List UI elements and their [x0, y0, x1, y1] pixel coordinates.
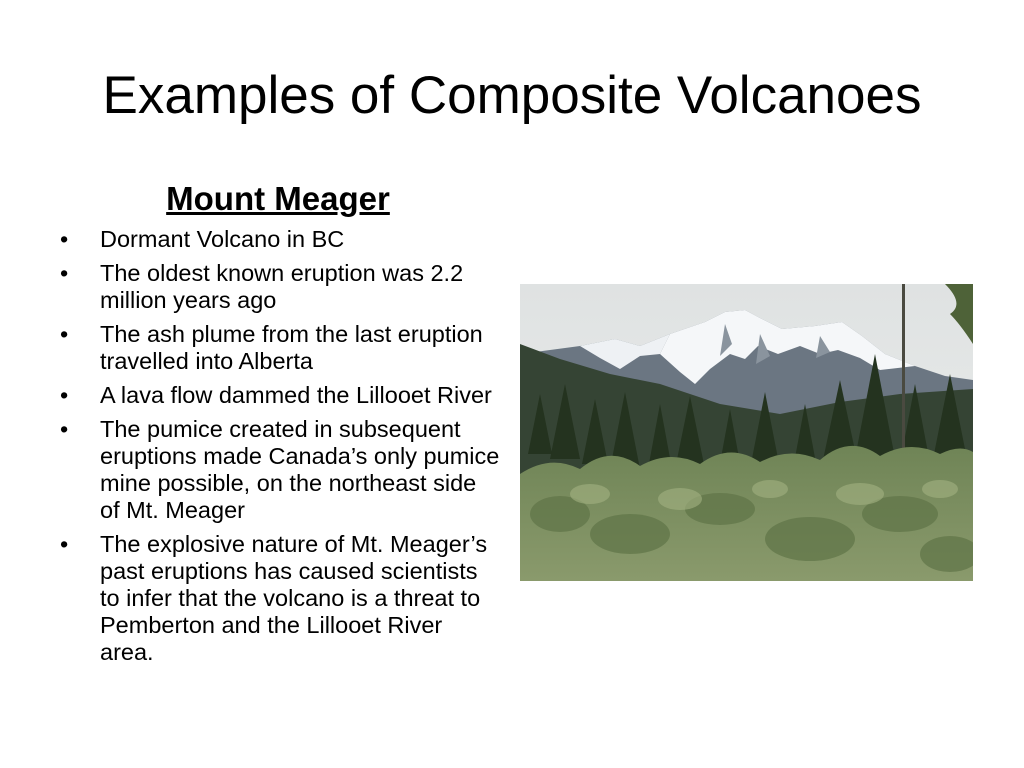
- bullet-marker: •: [60, 382, 69, 408]
- bullet-item: [56, 531, 501, 666]
- bullet-text: The pumice created in subsequent eruptions made Canada’s only pumice mine possible, on the northeast side of Mt. Meager: [100, 416, 500, 523]
- bullet-text: The oldest known eruption was 2.2 million years ago: [100, 260, 464, 313]
- bullet-text: The explosive nature of Mt. Meager’s past eruptions has caused scientists to infer that the volcano is a threat to Pemberton and the Lillooet River area.: [100, 531, 488, 665]
- mount-meager-photo: [520, 284, 973, 581]
- mount-meager-heading: Mount Meager: [166, 180, 390, 217]
- bullet-marker: •: [60, 416, 69, 442]
- bullet-item: [56, 321, 501, 375]
- bullet-text: A lava flow dammed the Lillooet River: [100, 382, 492, 408]
- slide-title: Examples of Composite Volcanoes: [102, 66, 922, 125]
- bullet-text: The ash plume from the last eruption travelled into Alberta: [100, 321, 483, 374]
- bullet-marker: •: [60, 260, 69, 286]
- bullet-list: [56, 226, 501, 673]
- bullet-marker: •: [60, 321, 69, 347]
- bullet-text: Dormant Volcano in BC: [100, 226, 345, 252]
- bullet-marker: •: [60, 531, 69, 557]
- bullet-item: [56, 226, 501, 253]
- bullet-item: [56, 416, 501, 524]
- bullet-marker: •: [60, 226, 69, 252]
- bullet-item: [56, 260, 501, 314]
- snag-trunk: [902, 284, 905, 474]
- bullet-item: [56, 382, 501, 409]
